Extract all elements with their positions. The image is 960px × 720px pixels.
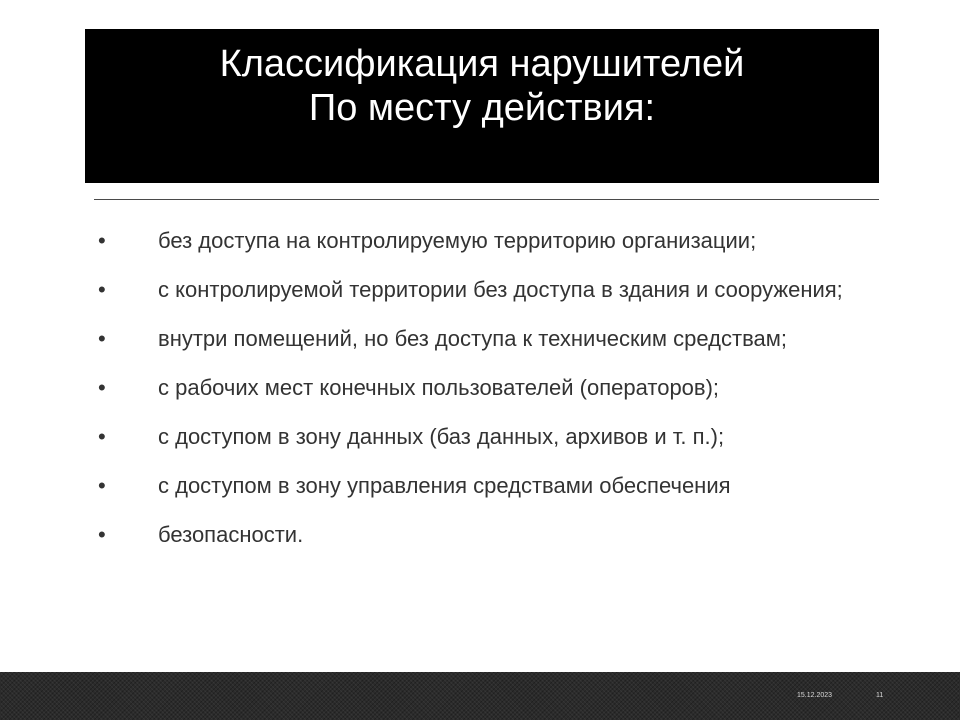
bullet-dot: • [98,326,106,351]
bullet-dot: • [98,473,106,498]
list-item-text: с доступом в зону данных (баз данных, архивов и т. п.); [158,424,725,449]
slide-title-line-2: По месту действия: [308,87,656,129]
list-item-text: безопасности. [158,522,304,547]
list-item [93,471,893,501]
bullet-dot: • [98,424,106,449]
bullet-dot: • [98,522,106,547]
list-item [93,226,893,256]
slide-title-line-1: Классификация нарушителей [219,43,745,85]
footer-date: 15.12.2023 [797,692,833,699]
list-item-text: без доступа на контролируемую территорию организации; [158,228,757,253]
list-item-text: с контролируемой территории без доступа в здания и сооружения; [158,277,843,302]
bullet-dot: • [98,228,106,253]
page-number: 11 [876,692,884,699]
title-box [85,29,879,183]
title-divider [94,199,879,200]
slide-title [85,42,879,130]
bullet-dot: • [98,375,106,400]
list-item [93,324,893,354]
list-item-text: с рабочих мест конечных пользователей (операторов); [158,375,720,400]
list-item-text: с доступом в зону управления средствами обеспечения [158,473,731,498]
list-item [93,520,893,550]
list-item [93,373,893,403]
footer-bar [0,672,960,720]
list-item [93,275,893,305]
bullet-dot: • [98,277,106,302]
list-item [93,422,893,452]
list-item-text: внутри помещений, но без доступа к техническим средствам; [158,326,787,351]
bullet-list [93,226,893,569]
